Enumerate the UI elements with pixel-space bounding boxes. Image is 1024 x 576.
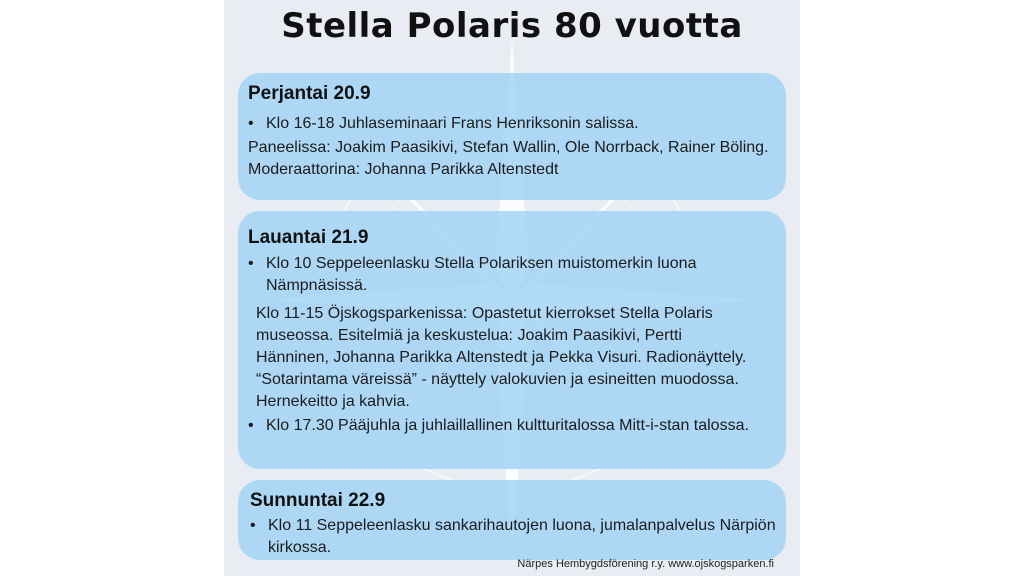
page-title: Stella Polaris 80 vuotta — [281, 6, 743, 46]
poster — [224, 0, 800, 576]
friday-text: Paneelissa: Joakim Paasikivi, Stefan Wallin, Ole Norrback, Rainer Böling. Moderaattorina: Johanna Parikka Altenstedt — [248, 139, 769, 178]
sunday-heading: Sunnuntai 22.9 — [250, 490, 386, 511]
bullet-icon: • — [248, 417, 254, 434]
friday-card — [238, 73, 786, 200]
list-item — [248, 415, 776, 437]
friday-bullet: Klo 16-18 Juhlaseminaari Frans Henriksonin salissa. — [266, 115, 639, 132]
saturday-text: Klo 11-15 Öjskogsparkenissa: Opastetut kierrokset Stella Polaris museossa. Esitelmiä ja keskustelua: Joakim Paasikivi, Pertti Hänninen, Johanna Parikka Altenstedt ja Pekka Visuri. Radionäyttely. “Sotarintama väreissä” - näyttely valokuvien ja esineitten muodossa. Hernekeitto ja kahvia. — [256, 305, 747, 410]
saturday-bullet-2: Klo 17.30 Pääjuhla ja juhlaillallinen kultturitalossa Mitt-i-stan talossa. — [266, 417, 749, 434]
bullet-icon: • — [248, 255, 254, 272]
saturday-card — [238, 211, 786, 469]
sunday-card — [238, 480, 786, 560]
saturday-heading: Lauantai 21.9 — [248, 227, 369, 248]
saturday-bullet-1: Klo 10 Seppeleenlasku Stella Polariksen muistomerkin luona Nämpnäsissä. — [266, 255, 697, 294]
bullet-icon: • — [248, 115, 254, 132]
sunday-bullet: Klo 11 Seppeleenlasku sankarihautojen luona, jumalanpalvelus Närpiön kirkossa. — [268, 517, 776, 556]
footer-credit: Närpes Hembygdsförening r.y. www.ojskogsparken.fi — [517, 558, 774, 570]
bullet-icon: • — [250, 517, 256, 534]
friday-heading: Perjantai 20.9 — [248, 83, 371, 104]
list-item — [250, 515, 776, 559]
list-item — [248, 253, 776, 297]
list-item — [248, 113, 776, 135]
